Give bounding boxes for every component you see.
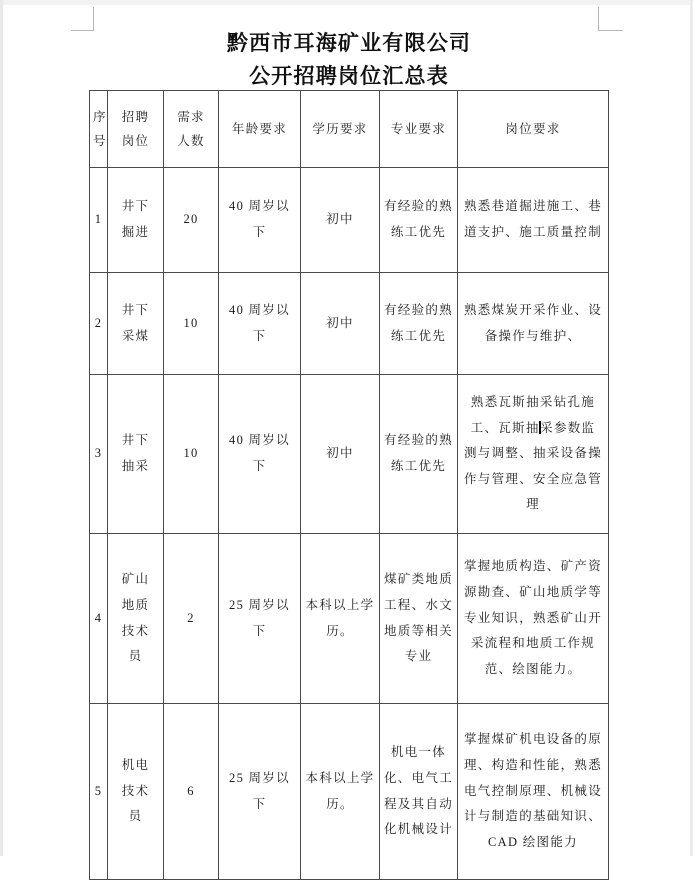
cell-post-line-1: 井下 bbox=[121, 302, 150, 317]
cell-index: 5 bbox=[90, 704, 108, 880]
column-header-post-line-1: 招聘 bbox=[121, 109, 150, 124]
cell-post-line-1: 井下 bbox=[121, 199, 150, 214]
cell-education: 初中 bbox=[301, 375, 380, 534]
column-header-count-line-2: 人数 bbox=[177, 134, 205, 148]
table-row bbox=[90, 168, 609, 273]
cell-education: 本科以上学历。 bbox=[301, 534, 380, 704]
cell-age: 40 周岁以下 bbox=[219, 375, 301, 534]
cell-major: 有经验的熟练工优先 bbox=[380, 375, 458, 534]
column-header-education: 学历要求 bbox=[301, 91, 380, 168]
document-title-line-1: 黔西市耳海矿业有限公司 bbox=[226, 30, 472, 55]
cell-age: 40 周岁以下 bbox=[219, 168, 301, 273]
cell-index: 1 bbox=[90, 168, 108, 273]
cell-post-line-2: 掘进 bbox=[121, 225, 150, 239]
column-header-post-line-2: 岗位 bbox=[121, 134, 150, 148]
column-header-duty: 岗位要求 bbox=[458, 91, 609, 168]
cell-age: 25 周岁以下 bbox=[219, 704, 301, 880]
column-header-post bbox=[108, 91, 164, 168]
cell-duty[interactable] bbox=[458, 375, 609, 534]
column-header-count bbox=[164, 91, 219, 168]
document-title-line-2: 公开招聘岗位汇总表 bbox=[249, 63, 449, 88]
cell-duty: 掌握地质构造、矿产资源勘查、矿山地质学等专业知识，熟悉矿山开采流程和地质工作规范、绘图能力。 bbox=[458, 534, 609, 704]
page-edge-left bbox=[0, 0, 3, 856]
cell-post-line-1: 井下 bbox=[121, 433, 150, 448]
cell-major: 煤矿类地质工程、水文地质等相关专业 bbox=[380, 534, 458, 704]
cell-index: 2 bbox=[90, 273, 108, 375]
table-row bbox=[90, 704, 609, 880]
cell-post-line-2: 采煤 bbox=[121, 328, 150, 343]
cell-major: 有经验的熟练工优先 bbox=[380, 273, 458, 375]
recruitment-summary-table bbox=[89, 90, 609, 880]
column-header-index-char-2: 号 bbox=[93, 134, 107, 148]
cell-post-line-2: 技术 bbox=[121, 783, 150, 798]
column-header-count-line-1: 需求 bbox=[177, 109, 205, 124]
cell-major: 有经验的熟练工优先 bbox=[380, 168, 458, 273]
cell-index: 3 bbox=[90, 375, 108, 534]
table-row bbox=[90, 534, 609, 704]
column-header-age: 年龄要求 bbox=[219, 91, 301, 168]
cell-post-line-4: 员 bbox=[128, 649, 143, 664]
cell-duty: 熟悉煤炭开采作业、设备操作与维护、 bbox=[458, 273, 609, 375]
column-header-major: 专业要求 bbox=[380, 91, 458, 168]
cell-count: 6 bbox=[164, 704, 219, 880]
page-edge-top bbox=[0, 0, 693, 5]
cell-post bbox=[108, 704, 164, 880]
cell-major: 机电一体化、电气工程及其自动化机械设计 bbox=[380, 704, 458, 880]
cell-age: 40 周岁以下 bbox=[219, 273, 301, 375]
cell-post-line-2: 地质 bbox=[121, 597, 150, 612]
cell-post bbox=[108, 534, 164, 704]
cell-post bbox=[108, 273, 164, 375]
cell-count: 2 bbox=[164, 534, 219, 704]
cell-count: 20 bbox=[164, 168, 219, 273]
table-row bbox=[90, 273, 609, 375]
cell-index: 4 bbox=[90, 534, 108, 704]
cell-count: 10 bbox=[164, 375, 219, 534]
cell-duty-text-before-caret: 熟悉瓦斯抽采钻孔施工、瓦斯抽 bbox=[470, 394, 596, 435]
cell-post-line-3: 员 bbox=[128, 809, 143, 824]
cell-post-line-1: 机电 bbox=[121, 758, 150, 773]
table-row bbox=[90, 375, 609, 534]
column-header-index-char-1: 序 bbox=[93, 109, 107, 124]
cell-post-line-2: 抽采 bbox=[121, 459, 150, 473]
cell-age: 25 周岁以下 bbox=[219, 534, 301, 704]
cell-education: 本科以上学历。 bbox=[301, 704, 380, 880]
cell-duty-text-after-caret: 采参数监测与调整、抽采设备操作与管理、安全应急管理 bbox=[464, 420, 603, 512]
cell-post-line-3: 技术 bbox=[121, 623, 150, 638]
cell-count: 10 bbox=[164, 273, 219, 375]
table-header-row bbox=[90, 91, 609, 168]
cell-post-line-1: 矿山 bbox=[121, 572, 150, 587]
column-header-index bbox=[90, 91, 108, 168]
cell-education: 初中 bbox=[301, 273, 380, 375]
cell-post bbox=[108, 375, 164, 534]
cell-duty: 掌握煤矿机电设备的原理、构造和性能，熟悉电气控制原理、机械设计与制造的基础知识、CAD 绘图能力 bbox=[458, 704, 609, 880]
cell-education: 初中 bbox=[301, 168, 380, 273]
cell-post bbox=[108, 168, 164, 273]
cell-duty: 熟悉巷道掘进施工、巷道支护、施工质量控制 bbox=[458, 168, 609, 273]
